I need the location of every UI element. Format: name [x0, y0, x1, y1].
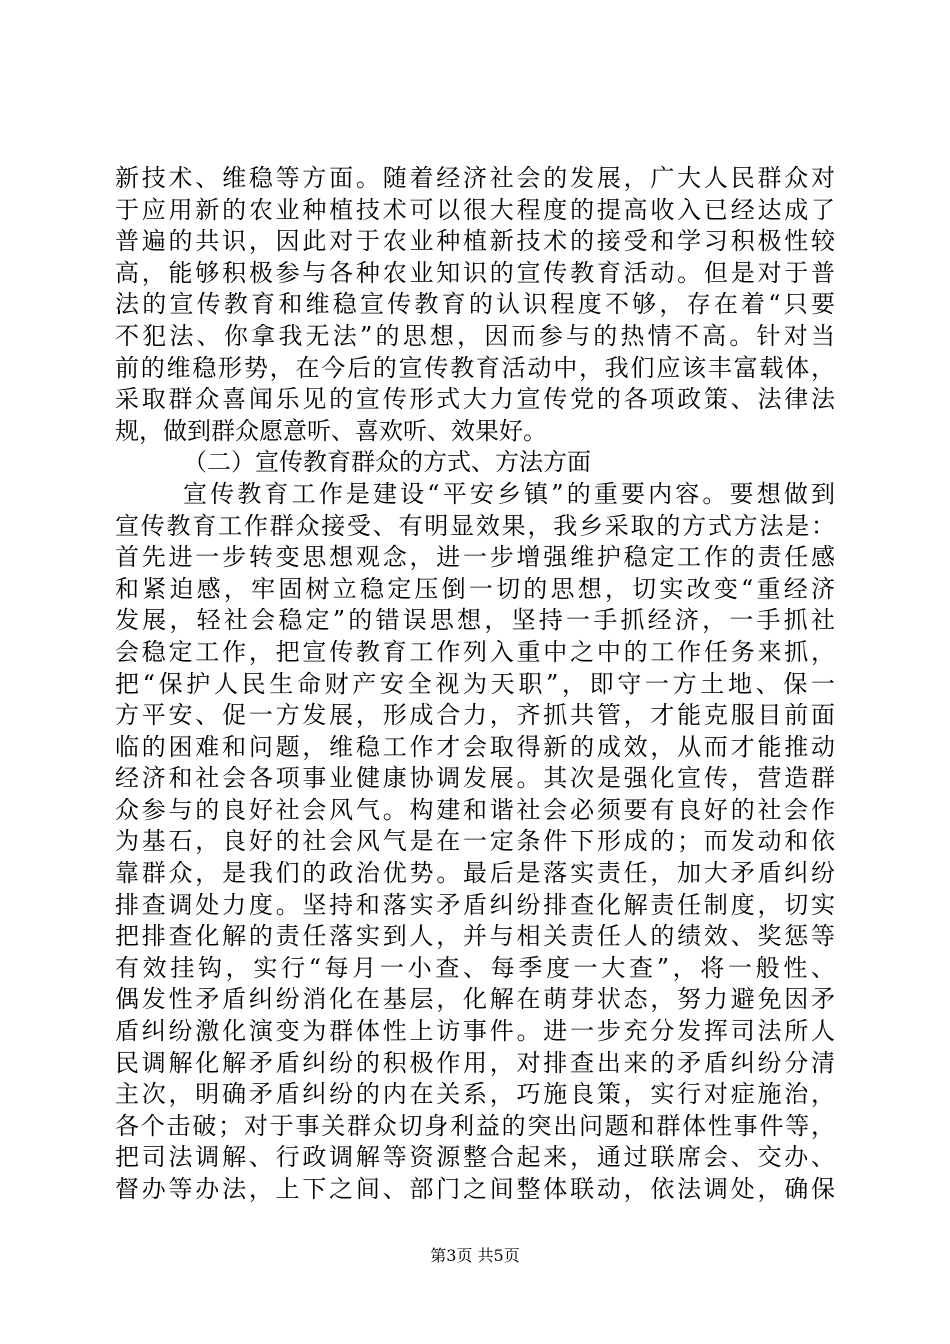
text-line: 前的维稳形势，在今后的宣传教育活动中，我们应该丰富载体， [115, 353, 835, 382]
text-line: 高，能够积极参与各种农业知识的宣传教育活动。但是对于普 [115, 258, 835, 287]
section-heading: （二）宣传教育群众的方式、方法方面 [183, 448, 591, 477]
text-line: 发展，轻社会稳定”的错误思想，坚持一手抓经济，一手抓社 [115, 606, 835, 635]
text-line: 偶发性矛盾纠纷消化在基层，化解在萌芽状态，努力避免因矛 [115, 985, 835, 1014]
text-line: 方平安、促一方发展，形成合力，齐抓共管，才能克服目前面 [115, 701, 835, 730]
text-line: 会稳定工作，把宣传教育工作列入重中之中的工作任务来抓， [115, 637, 835, 666]
text-line: 众参与的良好社会风气。构建和谐社会必须要有良好的社会作 [115, 795, 835, 824]
paragraph-first-line: 宣传教育工作是建设“平安乡镇”的重要内容。要想做到 [183, 479, 835, 508]
text-line: 为基石，良好的社会风气是在一定条件下形成的；而发动和依 [115, 827, 835, 856]
text-line: 靠群众，是我们的政治优势。最后是落实责任，加大矛盾纠纷 [115, 859, 835, 888]
text-line: 临的困难和问题，维稳工作才会取得新的成效，从而才能推动 [115, 732, 835, 761]
text-line: 新技术、维稳等方面。随着经济社会的发展，广大人民群众对 [115, 164, 835, 192]
text-line: 把“保护人民生命财产安全视为天职”，即守一方土地、保一 [115, 669, 835, 698]
text-line: 把排查化解的责任落实到人，并与相关责任人的绩效、奖惩等 [115, 922, 835, 951]
text-line: 宣传教育工作群众接受、有明显效果，我乡采取的方式方法是： [115, 511, 835, 540]
text-line: 把司法调解、行政调解等资源整合起来，通过联席会、交办、 [115, 1143, 835, 1172]
text-line: 首先进一步转变思想观念，进一步增强维护稳定工作的责任感 [115, 543, 835, 572]
page-number-footer: 第3页 共5页 [430, 1246, 520, 1265]
text-line: 法的宣传教育和维稳宣传教育的认识程度不够，存在着“只要 [115, 290, 835, 319]
text-line: 于应用新的农业种植技术可以很大程度的提高收入已经达成了 [115, 195, 835, 224]
text-line: 有效挂钩，实行“每月一小查、每季度一大查”，将一般性、 [115, 953, 835, 982]
text-line: 主次，明确矛盾纠纷的内在关系，巧施良策，实行对症施治， [115, 1080, 835, 1109]
document-body [115, 163, 835, 1206]
text-line: 排查调处力度。坚持和落实矛盾纠纷排查化解责任制度，切实 [115, 890, 835, 919]
text-line: 采取群众喜闻乐见的宣传形式大力宣传党的各项政策、法律法 [115, 385, 835, 414]
text-line: 盾纠纷激化演变为群体性上访事件。进一步充分发挥司法所人 [115, 1017, 835, 1046]
text-line: 民调解化解矛盾纠纷的积极作用，对排查出来的矛盾纠纷分清 [115, 1048, 835, 1077]
text-line: 不犯法、你拿我无法”的思想，因而参与的热情不高。针对当 [115, 321, 835, 350]
text-line: 督办等办法，上下之间、部门之间整体联动，依法调处，确保 [115, 1175, 835, 1203]
text-line: 规，做到群众愿意听、喜欢听、效果好。 [115, 416, 547, 445]
text-line: 经济和社会各项事业健康协调发展。其次是强化宣传，营造群 [115, 764, 835, 793]
text-line: 各个击破；对于事关群众切身利益的突出问题和群体性事件等， [115, 1111, 835, 1140]
text-line: 和紧迫感，牢固树立稳定压倒一切的思想，切实改变“重经济 [115, 574, 835, 603]
text-line: 普遍的共识，因此对于农业种植新技术的接受和学习积极性较 [115, 227, 835, 256]
